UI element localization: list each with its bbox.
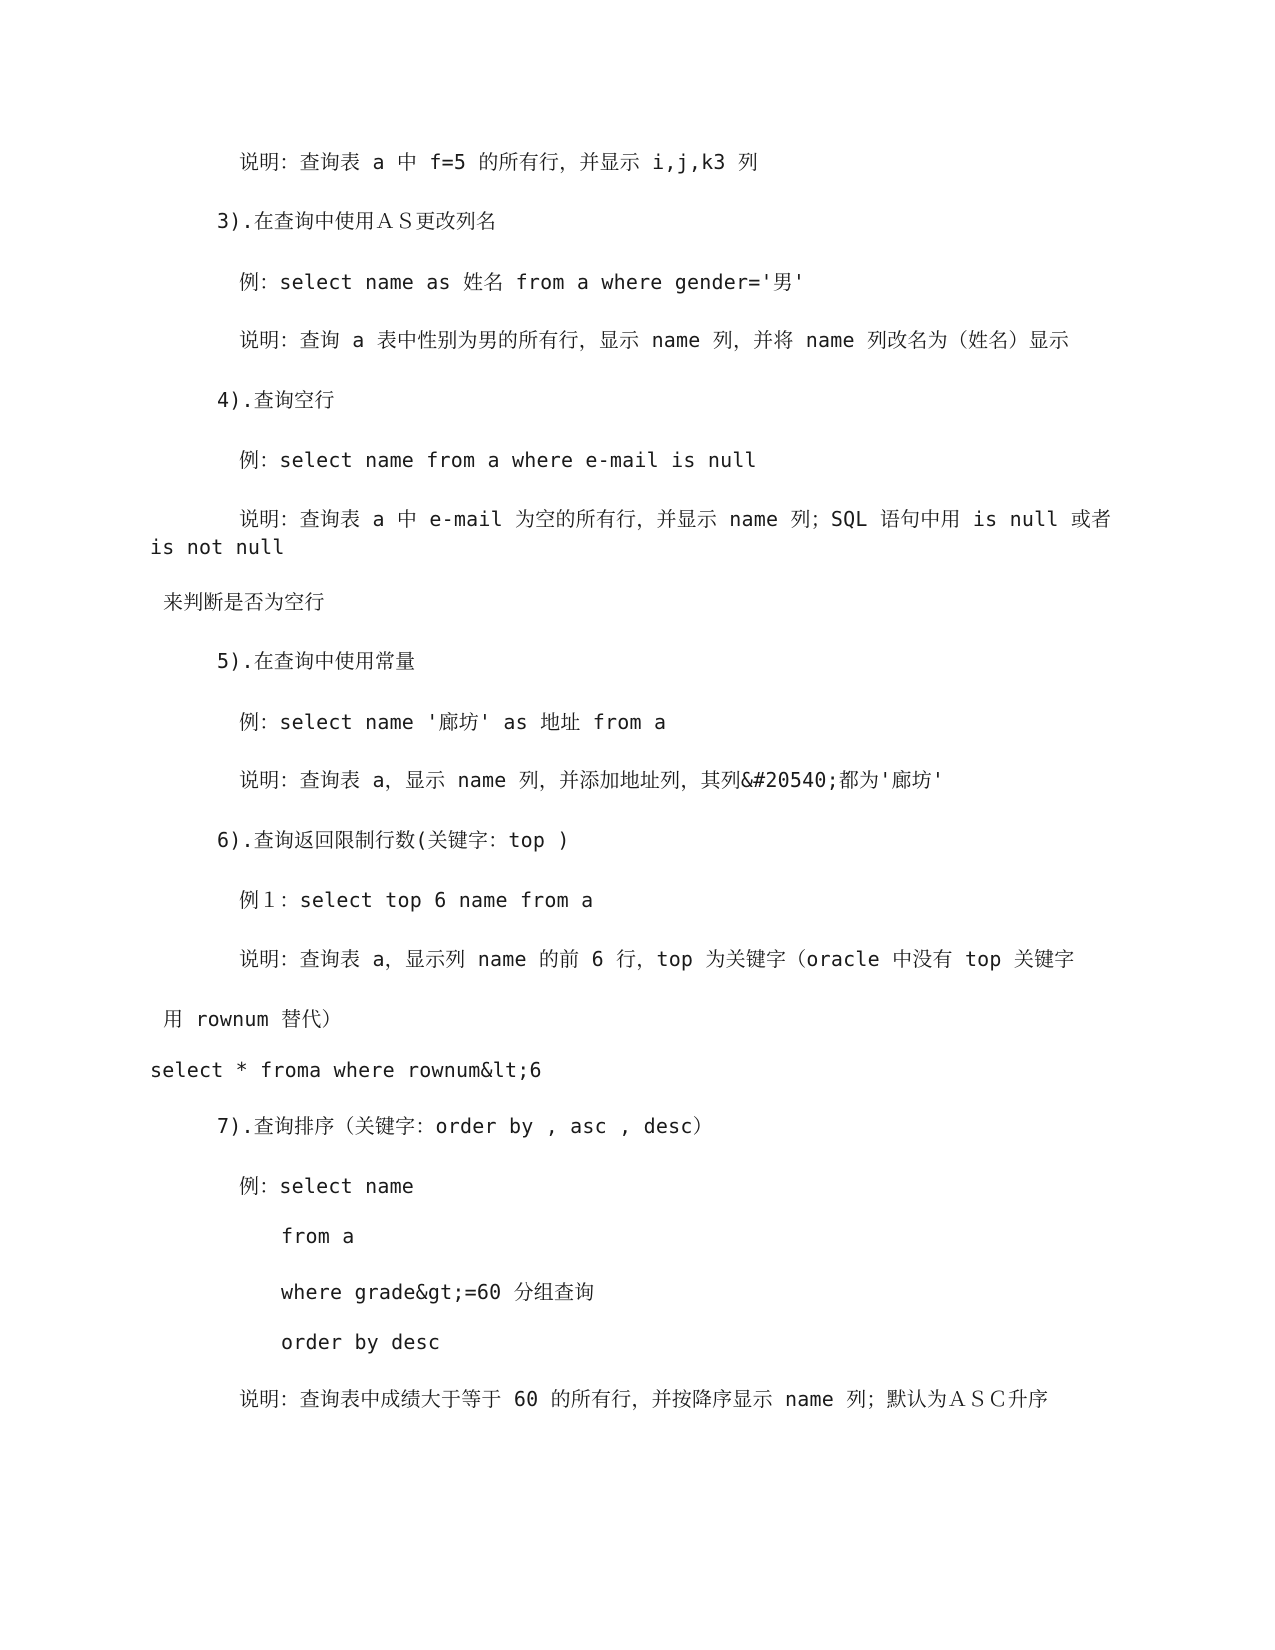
code-line: from a [281, 1224, 355, 1248]
text-line: 说明：查询表中成绩大于等于 60 的所有行，并按降序显示 name 列；默认为ＡＳＣ升序 [239, 1387, 1049, 1411]
section-heading: 5).在查询中使用常量 [217, 649, 416, 673]
code-example: 例：select name [239, 1174, 415, 1198]
text-line: 用 rownum 替代） [163, 1007, 342, 1031]
section-heading: 6).查询返回限制行数(关键字：top ) [217, 828, 570, 852]
code-line: where grade&gt;=60 分组查询 [281, 1280, 595, 1304]
section-heading: 4).查询空行 [217, 388, 335, 412]
text-line: 说明：查询 a 表中性别为男的所有行，显示 name 列，并将 name 列改名为（姓名）显示 [239, 328, 1070, 352]
text-line: 说明：查询表 a，显示 name 列，并添加地址列，其列&#20540;都为'廊坊' [239, 768, 945, 792]
code-example: 例１：select top 6 name from a [239, 888, 594, 912]
section-heading: 3).在查询中使用ＡＳ更改列名 [217, 209, 497, 233]
code-example: 例：select name from a where e-mail is null [239, 448, 757, 472]
text-line: 来判断是否为空行 [163, 590, 325, 614]
text-line: 说明：查询表 a，显示列 name 的前 6 行，top 为关键字（oracle 中没有 top 关键字 [239, 947, 1075, 971]
code-line: order by desc [281, 1330, 441, 1354]
text-line: is not null [150, 535, 285, 559]
code-example: 例：select name as 姓名 from a where gender='男' [239, 270, 806, 294]
text-line: 说明：查询表 a 中 f=5 的所有行，并显示 i,j,k3 列 [239, 150, 759, 174]
code-example: 例：select name '廊坊' as 地址 from a [239, 710, 667, 734]
code-line: select * froma where rownum&lt;6 [150, 1058, 542, 1082]
section-heading: 7).查询排序（关键字：order by , asc , desc） [217, 1114, 713, 1138]
text-line: 说明：查询表 a 中 e-mail 为空的所有行，并显示 name 列；SQL 语句中用 is null 或者 [239, 507, 1112, 531]
